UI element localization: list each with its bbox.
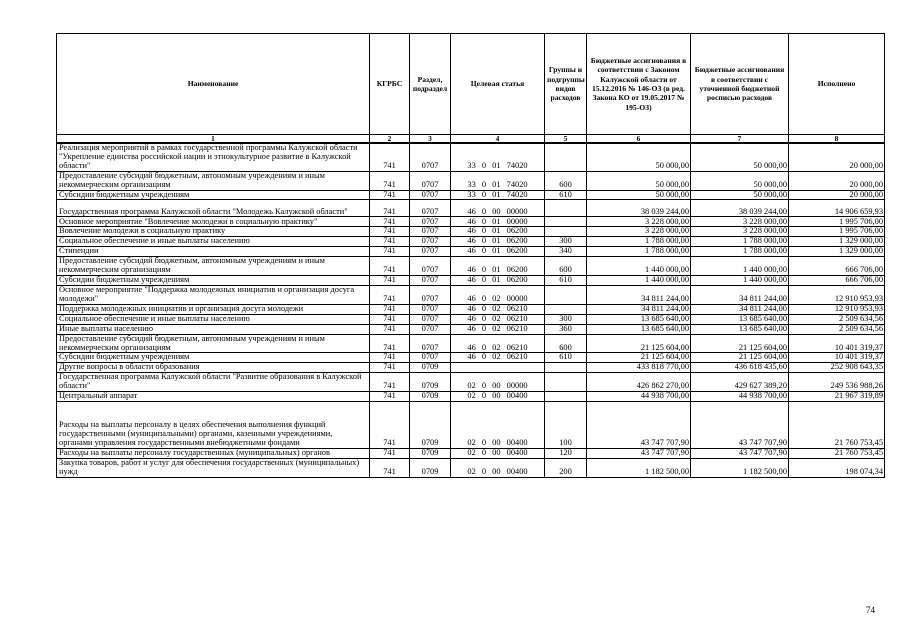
cell-done: 20 000,00 (789, 171, 885, 190)
col-header-law: Бюджетные ассигнования в соответствии с Законом Калужской области от 15.12.2016 № 146-ОЗ (в ред. Закона КО от 19.05.2017 № 195-ОЗ) (587, 34, 691, 135)
cell-law: 50 000,00 (587, 190, 691, 200)
cell-plan: 50 000,00 (691, 171, 789, 190)
table-row (57, 392, 885, 402)
table-row (57, 237, 885, 247)
cell-target: 33 0 01 74020 (451, 143, 545, 171)
cell-plan: 21 125 604,00 (691, 334, 789, 353)
cell-kgrbs: 741 (370, 190, 410, 200)
cell-section: 0707 (410, 227, 451, 237)
cell-done: 666 706,00 (789, 276, 885, 286)
cell-plan: 34 811 244,00 (691, 286, 789, 305)
cell-section: 0709 (410, 392, 451, 402)
cell-law: 13 685 640,00 (587, 324, 691, 334)
table-row (57, 304, 885, 314)
table-row (57, 286, 885, 305)
col-header-name: Наименование (57, 34, 370, 135)
cell-plan: 44 938 700,00 (691, 392, 789, 402)
cell-name: Социальное обеспечение и иные выплаты населению (57, 314, 370, 324)
cell-done: 1 995 706,00 (789, 227, 885, 237)
cell-kgrbs: 741 (370, 304, 410, 314)
cell-section: 0709 (410, 459, 451, 478)
cell-name: Другие вопросы в области образования (57, 363, 370, 373)
col-header-target: Целевая статья (451, 34, 545, 135)
cell-done: 1 329 000,00 (789, 237, 885, 247)
cell-vr (545, 392, 587, 402)
cell-section: 0707 (410, 353, 451, 363)
cell-kgrbs: 741 (370, 276, 410, 286)
cell-plan: 436 618 435,60 (691, 363, 789, 373)
cell-kgrbs: 741 (370, 373, 410, 392)
cell-vr (545, 304, 587, 314)
cell-kgrbs: 741 (370, 449, 410, 459)
cell-law: 1 788 000,00 (587, 247, 691, 257)
cell-name: Закупка товаров, работ и услуг для обеспечения государственных (муниципальных) нужд (57, 459, 370, 478)
cell-done: 20 000,00 (789, 190, 885, 200)
table-row (57, 314, 885, 324)
table-header-row (57, 34, 885, 135)
col-number: 4 (451, 135, 545, 144)
cell-section: 0707 (410, 334, 451, 353)
cell-section: 0707 (410, 190, 451, 200)
cell-done: 2 509 634,56 (789, 314, 885, 324)
cell-kgrbs: 741 (370, 217, 410, 227)
cell-kgrbs: 741 (370, 286, 410, 305)
col-number: 1 (57, 135, 370, 144)
cell-vr (545, 217, 587, 227)
cell-vr (545, 373, 587, 392)
cell-name: Субсидии бюджетным учреждениям (57, 353, 370, 363)
cell-section: 0707 (410, 286, 451, 305)
cell-kgrbs: 741 (370, 402, 410, 449)
cell-kgrbs: 741 (370, 257, 410, 276)
cell-section: 0709 (410, 402, 451, 449)
cell-section: 0707 (410, 200, 451, 217)
cell-target: 46 0 01 06200 (451, 237, 545, 247)
cell-kgrbs: 741 (370, 200, 410, 217)
col-number: 6 (587, 135, 691, 144)
cell-kgrbs: 741 (370, 334, 410, 353)
cell-name: Иные выплаты населению (57, 324, 370, 334)
cell-target: 46 0 00 00000 (451, 200, 545, 217)
col-number: 7 (691, 135, 789, 144)
cell-section: 0709 (410, 363, 451, 373)
cell-plan: 50 000,00 (691, 190, 789, 200)
cell-done: 10 401 319,37 (789, 334, 885, 353)
cell-name: Государственная программа Калужской области "Развитие образования в Калужской области" (57, 373, 370, 392)
col-number: 5 (545, 135, 587, 144)
col-number: 8 (789, 135, 885, 144)
cell-vr (545, 200, 587, 217)
cell-target: 46 0 01 06200 (451, 276, 545, 286)
col-number: 2 (370, 135, 410, 144)
cell-target: 46 0 02 00000 (451, 286, 545, 305)
table-row (57, 324, 885, 334)
cell-law: 1 440 000,00 (587, 257, 691, 276)
cell-vr: 340 (545, 247, 587, 257)
cell-plan: 21 125 604,00 (691, 353, 789, 363)
col-header-groups: Группы и подгруппы видов расходов (545, 34, 587, 135)
cell-plan: 1 440 000,00 (691, 257, 789, 276)
cell-law: 433 818 770,00 (587, 363, 691, 373)
page-number: 74 (866, 605, 875, 615)
cell-name: Субсидии бюджетным учреждениям (57, 276, 370, 286)
cell-section: 0707 (410, 171, 451, 190)
cell-done: 20 000,00 (789, 143, 885, 171)
cell-kgrbs: 741 (370, 459, 410, 478)
col-header-list: Бюджетные ассигнования в соответствии с уточненной бюджетной росписью расходов (691, 34, 789, 135)
cell-kgrbs: 741 (370, 324, 410, 334)
cell-kgrbs: 741 (370, 363, 410, 373)
cell-plan: 3 228 000,00 (691, 217, 789, 227)
cell-vr: 300 (545, 314, 587, 324)
table-row (57, 459, 885, 478)
table-row (57, 373, 885, 392)
cell-name: Центральный аппарат (57, 392, 370, 402)
cell-law: 3 228 000,00 (587, 217, 691, 227)
col-header-section: Раздел, подраздел (410, 34, 451, 135)
cell-section: 0709 (410, 373, 451, 392)
cell-plan: 1 182 500,00 (691, 459, 789, 478)
cell-section: 0707 (410, 314, 451, 324)
cell-done: 21 967 319,89 (789, 392, 885, 402)
cell-target: 46 0 01 06200 (451, 227, 545, 237)
cell-plan: 50 000,00 (691, 143, 789, 171)
column-number-row (57, 135, 885, 144)
cell-law: 13 685 640,00 (587, 314, 691, 324)
cell-vr: 610 (545, 276, 587, 286)
table-row (57, 402, 885, 449)
cell-vr (545, 363, 587, 373)
cell-plan: 13 685 640,00 (691, 324, 789, 334)
cell-kgrbs: 741 (370, 392, 410, 402)
cell-plan: 429 627 389,20 (691, 373, 789, 392)
cell-name: Социальное обеспечение и иные выплаты населению (57, 237, 370, 247)
cell-target: 46 0 01 00000 (451, 217, 545, 227)
cell-done: 12 910 953,93 (789, 304, 885, 314)
cell-target: 02 0 00 00400 (451, 402, 545, 449)
cell-name: Предоставление субсидий бюджетным, автономным учреждениям и иным некоммерческим организациям (57, 257, 370, 276)
cell-kgrbs: 741 (370, 247, 410, 257)
cell-vr: 300 (545, 237, 587, 247)
table-row (57, 276, 885, 286)
table-row (57, 363, 885, 373)
cell-target: 02 0 00 00000 (451, 373, 545, 392)
cell-section: 0707 (410, 217, 451, 227)
cell-done: 21 760 753,45 (789, 402, 885, 449)
cell-plan: 3 228 000,00 (691, 227, 789, 237)
cell-vr (545, 227, 587, 237)
cell-target: 46 0 02 06210 (451, 314, 545, 324)
cell-section: 0707 (410, 143, 451, 171)
cell-kgrbs: 741 (370, 353, 410, 363)
table-row (57, 227, 885, 237)
cell-plan: 34 811 244,00 (691, 304, 789, 314)
cell-target: 46 0 02 06210 (451, 304, 545, 314)
cell-law: 1 788 000,00 (587, 237, 691, 247)
cell-law: 38 039 244,00 (587, 200, 691, 217)
cell-vr: 360 (545, 324, 587, 334)
cell-name: Расходы на выплаты персоналу в целях обеспечения выполнения функций государственными (муниципальными) органами, казенными учреждениями, органами управления государственными внебюджетными фондами (57, 402, 370, 449)
table-row (57, 200, 885, 217)
cell-target: 02 0 00 00400 (451, 392, 545, 402)
cell-target (451, 363, 545, 373)
table-row (57, 334, 885, 353)
cell-plan: 13 685 640,00 (691, 314, 789, 324)
cell-target: 46 0 02 06210 (451, 353, 545, 363)
cell-plan: 1 788 000,00 (691, 247, 789, 257)
table-row (57, 449, 885, 459)
cell-name: Предоставление субсидий бюджетным, автономным учреждениям и иным некоммерческим организациям (57, 171, 370, 190)
cell-vr: 120 (545, 449, 587, 459)
budget-table-sheet (56, 33, 884, 478)
cell-target: 33 0 01 74020 (451, 190, 545, 200)
cell-law: 34 811 244,00 (587, 304, 691, 314)
cell-done: 1 995 706,00 (789, 217, 885, 227)
cell-done: 252 908 643,35 (789, 363, 885, 373)
cell-law: 43 747 707,90 (587, 449, 691, 459)
col-header-kgrbs: КГРБС (370, 34, 410, 135)
cell-name: Основное мероприятие "Вовлечение молодежи в социальную практику" (57, 217, 370, 227)
table-body (57, 143, 885, 477)
cell-vr (545, 286, 587, 305)
budget-table (56, 33, 885, 478)
cell-section: 0707 (410, 276, 451, 286)
cell-name: Предоставление субсидий бюджетным, автономным учреждениям и иным некоммерческим организациям (57, 334, 370, 353)
cell-kgrbs: 741 (370, 227, 410, 237)
cell-done: 10 401 319,37 (789, 353, 885, 363)
cell-plan: 38 039 244,00 (691, 200, 789, 217)
col-number: 3 (410, 135, 451, 144)
cell-target: 46 0 02 06210 (451, 334, 545, 353)
cell-name: Реализация мероприятий в рамках государственной программы Калужской области "Укрепление единства российской нации и этнокультурное развитие в Калужской области" (57, 143, 370, 171)
cell-name: Основное мероприятие "Поддержка молодежных инициатив и организация досуга молодежи" (57, 286, 370, 305)
cell-name: Расходы на выплаты персоналу государственных (муниципальных) органов (57, 449, 370, 459)
cell-vr: 610 (545, 353, 587, 363)
cell-plan: 43 747 707,90 (691, 402, 789, 449)
cell-target: 33 0 01 74020 (451, 171, 545, 190)
cell-section: 0707 (410, 257, 451, 276)
cell-target: 46 0 02 06210 (451, 324, 545, 334)
cell-law: 21 125 604,00 (587, 353, 691, 363)
table-row (57, 247, 885, 257)
cell-target: 46 0 01 06200 (451, 247, 545, 257)
cell-done: 666 706,00 (789, 257, 885, 276)
cell-target: 02 0 00 00400 (451, 449, 545, 459)
cell-done: 12 910 953,93 (789, 286, 885, 305)
cell-section: 0707 (410, 324, 451, 334)
cell-name: Субсидии бюджетным учреждениям (57, 190, 370, 200)
cell-vr: 600 (545, 171, 587, 190)
cell-law: 50 000,00 (587, 143, 691, 171)
cell-name: Государственная программа Калужской области "Молодежь Калужской области" (57, 200, 370, 217)
col-header-done: Исполнено (789, 34, 885, 135)
cell-name: Стипендии (57, 247, 370, 257)
cell-law: 1 182 500,00 (587, 459, 691, 478)
cell-law: 1 440 000,00 (587, 276, 691, 286)
cell-section: 0707 (410, 237, 451, 247)
cell-law: 21 125 604,00 (587, 334, 691, 353)
cell-vr: 100 (545, 402, 587, 449)
cell-plan: 1 788 000,00 (691, 237, 789, 247)
cell-vr: 600 (545, 257, 587, 276)
table-row (57, 190, 885, 200)
table-row (57, 143, 885, 171)
cell-target: 02 0 00 00400 (451, 459, 545, 478)
cell-law: 44 938 700,00 (587, 392, 691, 402)
cell-vr (545, 143, 587, 171)
cell-vr: 200 (545, 459, 587, 478)
cell-law: 3 228 000,00 (587, 227, 691, 237)
cell-kgrbs: 741 (370, 314, 410, 324)
cell-vr: 600 (545, 334, 587, 353)
cell-done: 14 906 659,93 (789, 200, 885, 217)
cell-law: 43 747 707,90 (587, 402, 691, 449)
cell-done: 1 329 000,00 (789, 247, 885, 257)
cell-name: Вовлечение молодежи в социальную практику (57, 227, 370, 237)
cell-vr: 610 (545, 190, 587, 200)
table-row (57, 171, 885, 190)
cell-section: 0707 (410, 304, 451, 314)
cell-law: 34 811 244,00 (587, 286, 691, 305)
cell-done: 198 074,34 (789, 459, 885, 478)
cell-section: 0709 (410, 449, 451, 459)
cell-law: 426 862 270,00 (587, 373, 691, 392)
table-row (57, 217, 885, 227)
cell-target: 46 0 01 06200 (451, 257, 545, 276)
cell-plan: 43 747 707,90 (691, 449, 789, 459)
table-row (57, 353, 885, 363)
cell-name: Поддержка молодежных инициатив и организация досуга молодежи (57, 304, 370, 314)
cell-done: 249 536 988,26 (789, 373, 885, 392)
cell-done: 21 760 753,45 (789, 449, 885, 459)
cell-kgrbs: 741 (370, 171, 410, 190)
cell-done: 2 509 634,56 (789, 324, 885, 334)
cell-plan: 1 440 000,00 (691, 276, 789, 286)
cell-section: 0707 (410, 247, 451, 257)
table-row (57, 257, 885, 276)
cell-law: 50 000,00 (587, 171, 691, 190)
cell-kgrbs: 741 (370, 237, 410, 247)
cell-kgrbs: 741 (370, 143, 410, 171)
